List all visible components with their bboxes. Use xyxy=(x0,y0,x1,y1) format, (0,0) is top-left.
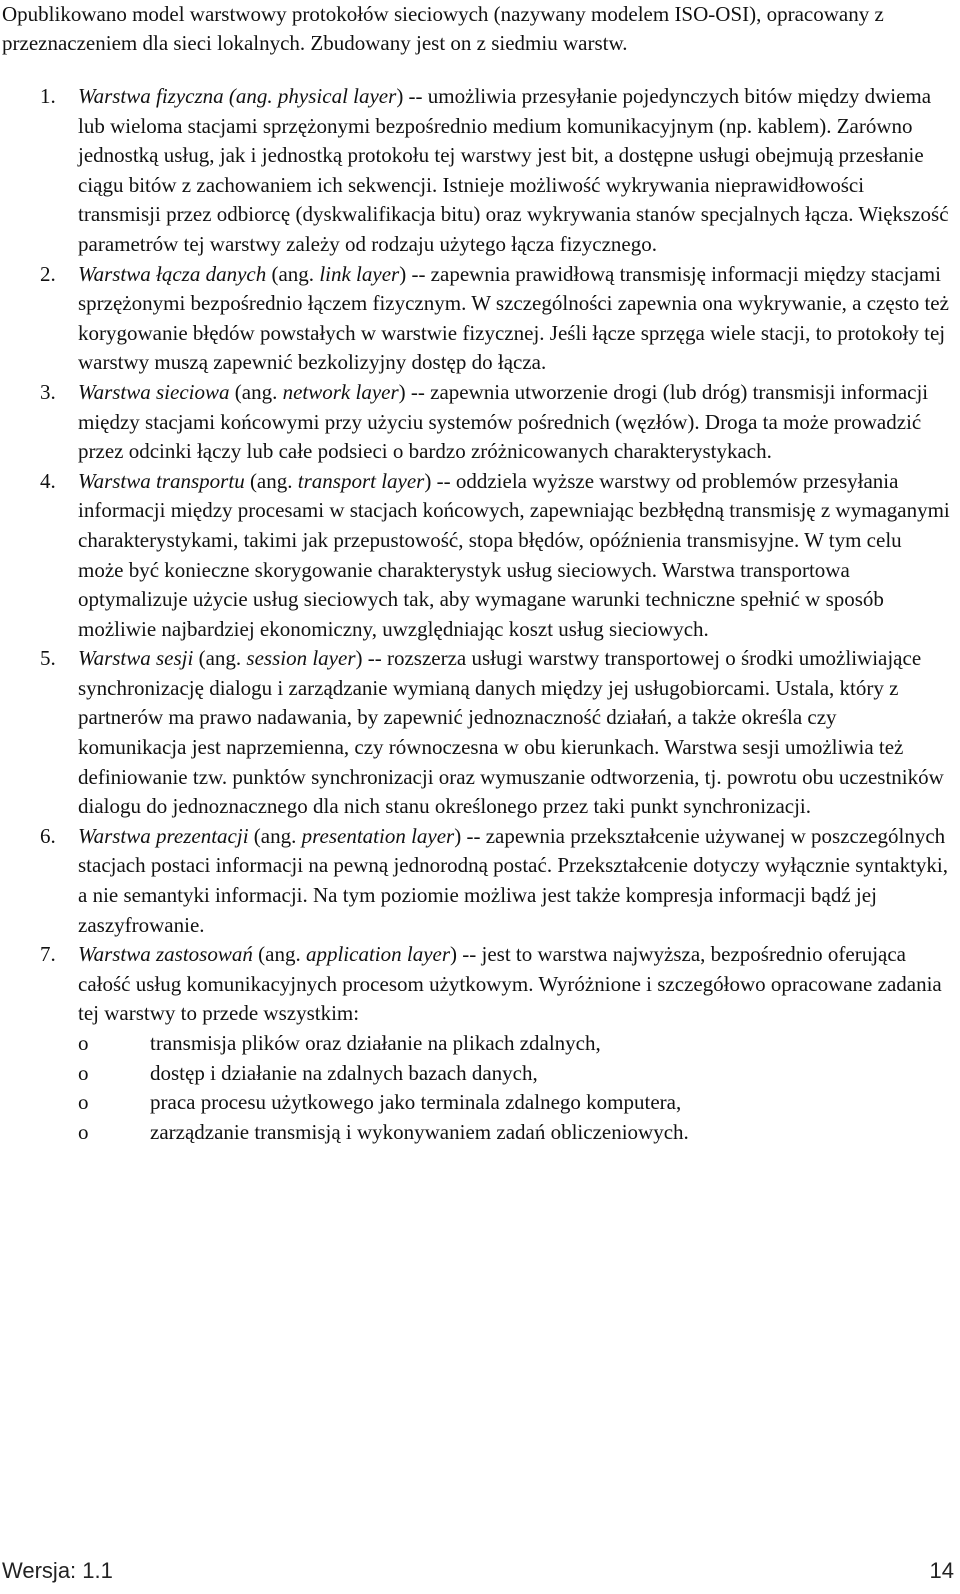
layer-english-name: link layer xyxy=(319,261,400,286)
layer-name: Warstwa łącza danych xyxy=(78,261,267,286)
layer-english-name: presentation layer xyxy=(301,823,455,848)
version-label: Wersja: 1.1 xyxy=(2,1558,113,1583)
layer-description: ) -- zapewnia prawidłową transmisję informacji między stacjami sprzężonymi bezpośrednio łączem fizycznym. W szczególności zapewnia ona wykrywanie, a często też korygowanie błędów powstałych w warstwie fizycznej. Jeśli łącze sprzęga wiele stacji, to protokoły tej warstwy muszą zapewnić bezkolizyjny dostęp do łącza. xyxy=(78,261,949,375)
layer-name: Warstwa zastosowań xyxy=(78,942,253,967)
layer-name: Warstwa fizyczna xyxy=(78,84,224,108)
bullet-marker: o xyxy=(78,1031,89,1055)
layer-ang-label: (ang. xyxy=(266,261,320,286)
layer-ang-label: (ang. xyxy=(244,468,298,493)
layer-ang-label: (ang. xyxy=(223,84,278,108)
layer-name: Warstwa sesji xyxy=(78,646,194,671)
layer-description: ) -- rozszerza usługi warstwy transportowej o środki umożliwiające synchronizację dialogu i zarządzanie wymianą danych między jej usługobiorcami. Ustala, który z partnerów ma prawo nadawania, by zapewnić jednoznaczność działań, a także określa czy komunikacja jest naprzemienna, czy równoczesna w obu kierunkach. Warstwa sesji umożliwia też definiowanie tzw. punktów synchronizacji oraz wymuszanie odtworzenia, tj. powrotu obu uczestników dialogu do jednoznacznego dla nich stanu określonego przez taki punkt synchronizacji. xyxy=(78,646,944,819)
list-item-text: transmisja plików oraz działanie na plikach zdalnych, xyxy=(150,1031,601,1055)
list-item-text: dostęp i działanie na zdalnych bazach danych, xyxy=(150,1060,538,1085)
layer-item-session xyxy=(0,644,950,822)
list-item xyxy=(78,1118,950,1148)
layer-item-link xyxy=(0,260,950,378)
layer-description: ) -- oddziela wyższe warstwy od problemów przesyłania informacji między procesami w stacjach końcowych, zapewniając bezbłędną transmisję z wymaganymi charakterystykami, takimi jak przepustowość, stopa błędów, opóźnienia transmisyjne. W tym celu może być konieczne skorygowanie charakterystyk usług sieciowych. Warstwa transportowa optymalizuje użycie usług sieciowych tak, aby wymagane warunki techniczne spełnić w sposób możliwie najbardziej ekonomiczny, uwzględniając koszt usług sieciowych. xyxy=(78,468,950,641)
list-item-text: zarządzanie transmisją i wykonywaniem zadań obliczeniowych. xyxy=(150,1119,689,1144)
layer-item-presentation xyxy=(0,822,950,940)
list-item xyxy=(78,1029,950,1059)
layer-item-application xyxy=(0,940,950,1147)
layer-description: ) -- jest to warstwa najwyższa, bezpośrednio oferująca całość usług komunikacyjnych procesom użytkowym. Wyróżnione i szczegółowo opracowane zadania tej warstwy to przede wszystkim: xyxy=(78,942,942,1026)
layer-number: 7. xyxy=(40,942,56,967)
list-item xyxy=(78,1088,950,1118)
layer-number: 2. xyxy=(40,261,56,286)
layer-ang-label: (ang. xyxy=(229,379,283,404)
layer-number: 3. xyxy=(40,379,56,404)
layer-number: 6. xyxy=(40,823,56,848)
layer-item-physical xyxy=(0,82,950,260)
bullet-marker: o xyxy=(78,1119,89,1144)
bullet-marker: o xyxy=(78,1060,89,1085)
layer-english-name: network layer xyxy=(282,379,399,404)
layer-ang-label: (ang. xyxy=(248,823,302,848)
layer-description: ) -- zapewnia utworzenie drogi (lub dróg) transmisji informacji między stacjami końcowymi przy użyciu systemów pośrednich (węzłów). Droga ta może prowadzić przez odcinki łączy lub całe podsieci o bardzo zróżnicowanych charakterystykach. xyxy=(78,379,929,464)
layer-ang-label: (ang. xyxy=(252,942,306,967)
list-item xyxy=(78,1059,950,1089)
layer-description: ) -- umożliwia przesyłanie pojedynczych bitów między dwiema lub wieloma stacjami sprzężonymi bezpośrednio medium komunikacyjnym (np. kablem). Zarówno jednostką usług, jak i jednostką protokołu tej warstwy jest bit, a dostępne usługi obejmują przesłanie ciągu bitów z zachowaniem ich sekwencji. Istnieje możliwość wykrywania nieprawidłowości transmisji przez odbiorcę (dyskwalifikacja bitu) oraz wykrywania stanów specjalnych łącza. Większość parametrów tej warstwy zależy od rodzaju użytego łącza fizycznego. xyxy=(78,84,949,256)
application-tasks-list xyxy=(78,1029,950,1147)
page-number: 14 xyxy=(929,1558,954,1583)
layer-name: Warstwa transportu xyxy=(78,468,245,493)
layer-number: 5. xyxy=(40,646,56,671)
layer-name: Warstwa sieciowa xyxy=(78,379,230,404)
intro-paragraph: Opublikowano model warstwowy protokołów sieciowych (nazywany modelem ISO-OSI), opracowany z przeznaczeniem dla sieci lokalnych. Zbudowany jest on z siedmiu warstw. xyxy=(2,2,884,55)
layer-ang-label: (ang. xyxy=(193,646,247,671)
list-item-text: praca procesu użytkowego jako terminala zdalnego komputera, xyxy=(150,1090,682,1115)
osi-layers-list xyxy=(0,82,950,1147)
layer-number: 4. xyxy=(40,468,56,493)
layer-english-name: transport layer xyxy=(297,468,425,493)
layer-item-network xyxy=(0,378,950,467)
bullet-marker: o xyxy=(78,1090,89,1115)
layer-name: Warstwa prezentacji xyxy=(78,823,249,848)
layer-item-transport xyxy=(0,467,950,645)
layer-english-name: physical layer xyxy=(277,84,397,108)
layer-description: ) -- zapewnia przekształcenie używanej w poszczególnych stacjach postaci informacji na pewną jednorodną postać. Przekształcenie dotyczy wyłącznie syntaktyki, a nie semantyki informacji. Na tym poziomie możliwa jest także kompresja informacji bądź jej zaszyfrowanie. xyxy=(78,823,949,937)
layer-english-name: session layer xyxy=(246,646,356,671)
layer-english-name: application layer xyxy=(305,942,451,967)
layer-number: 1. xyxy=(40,84,56,108)
